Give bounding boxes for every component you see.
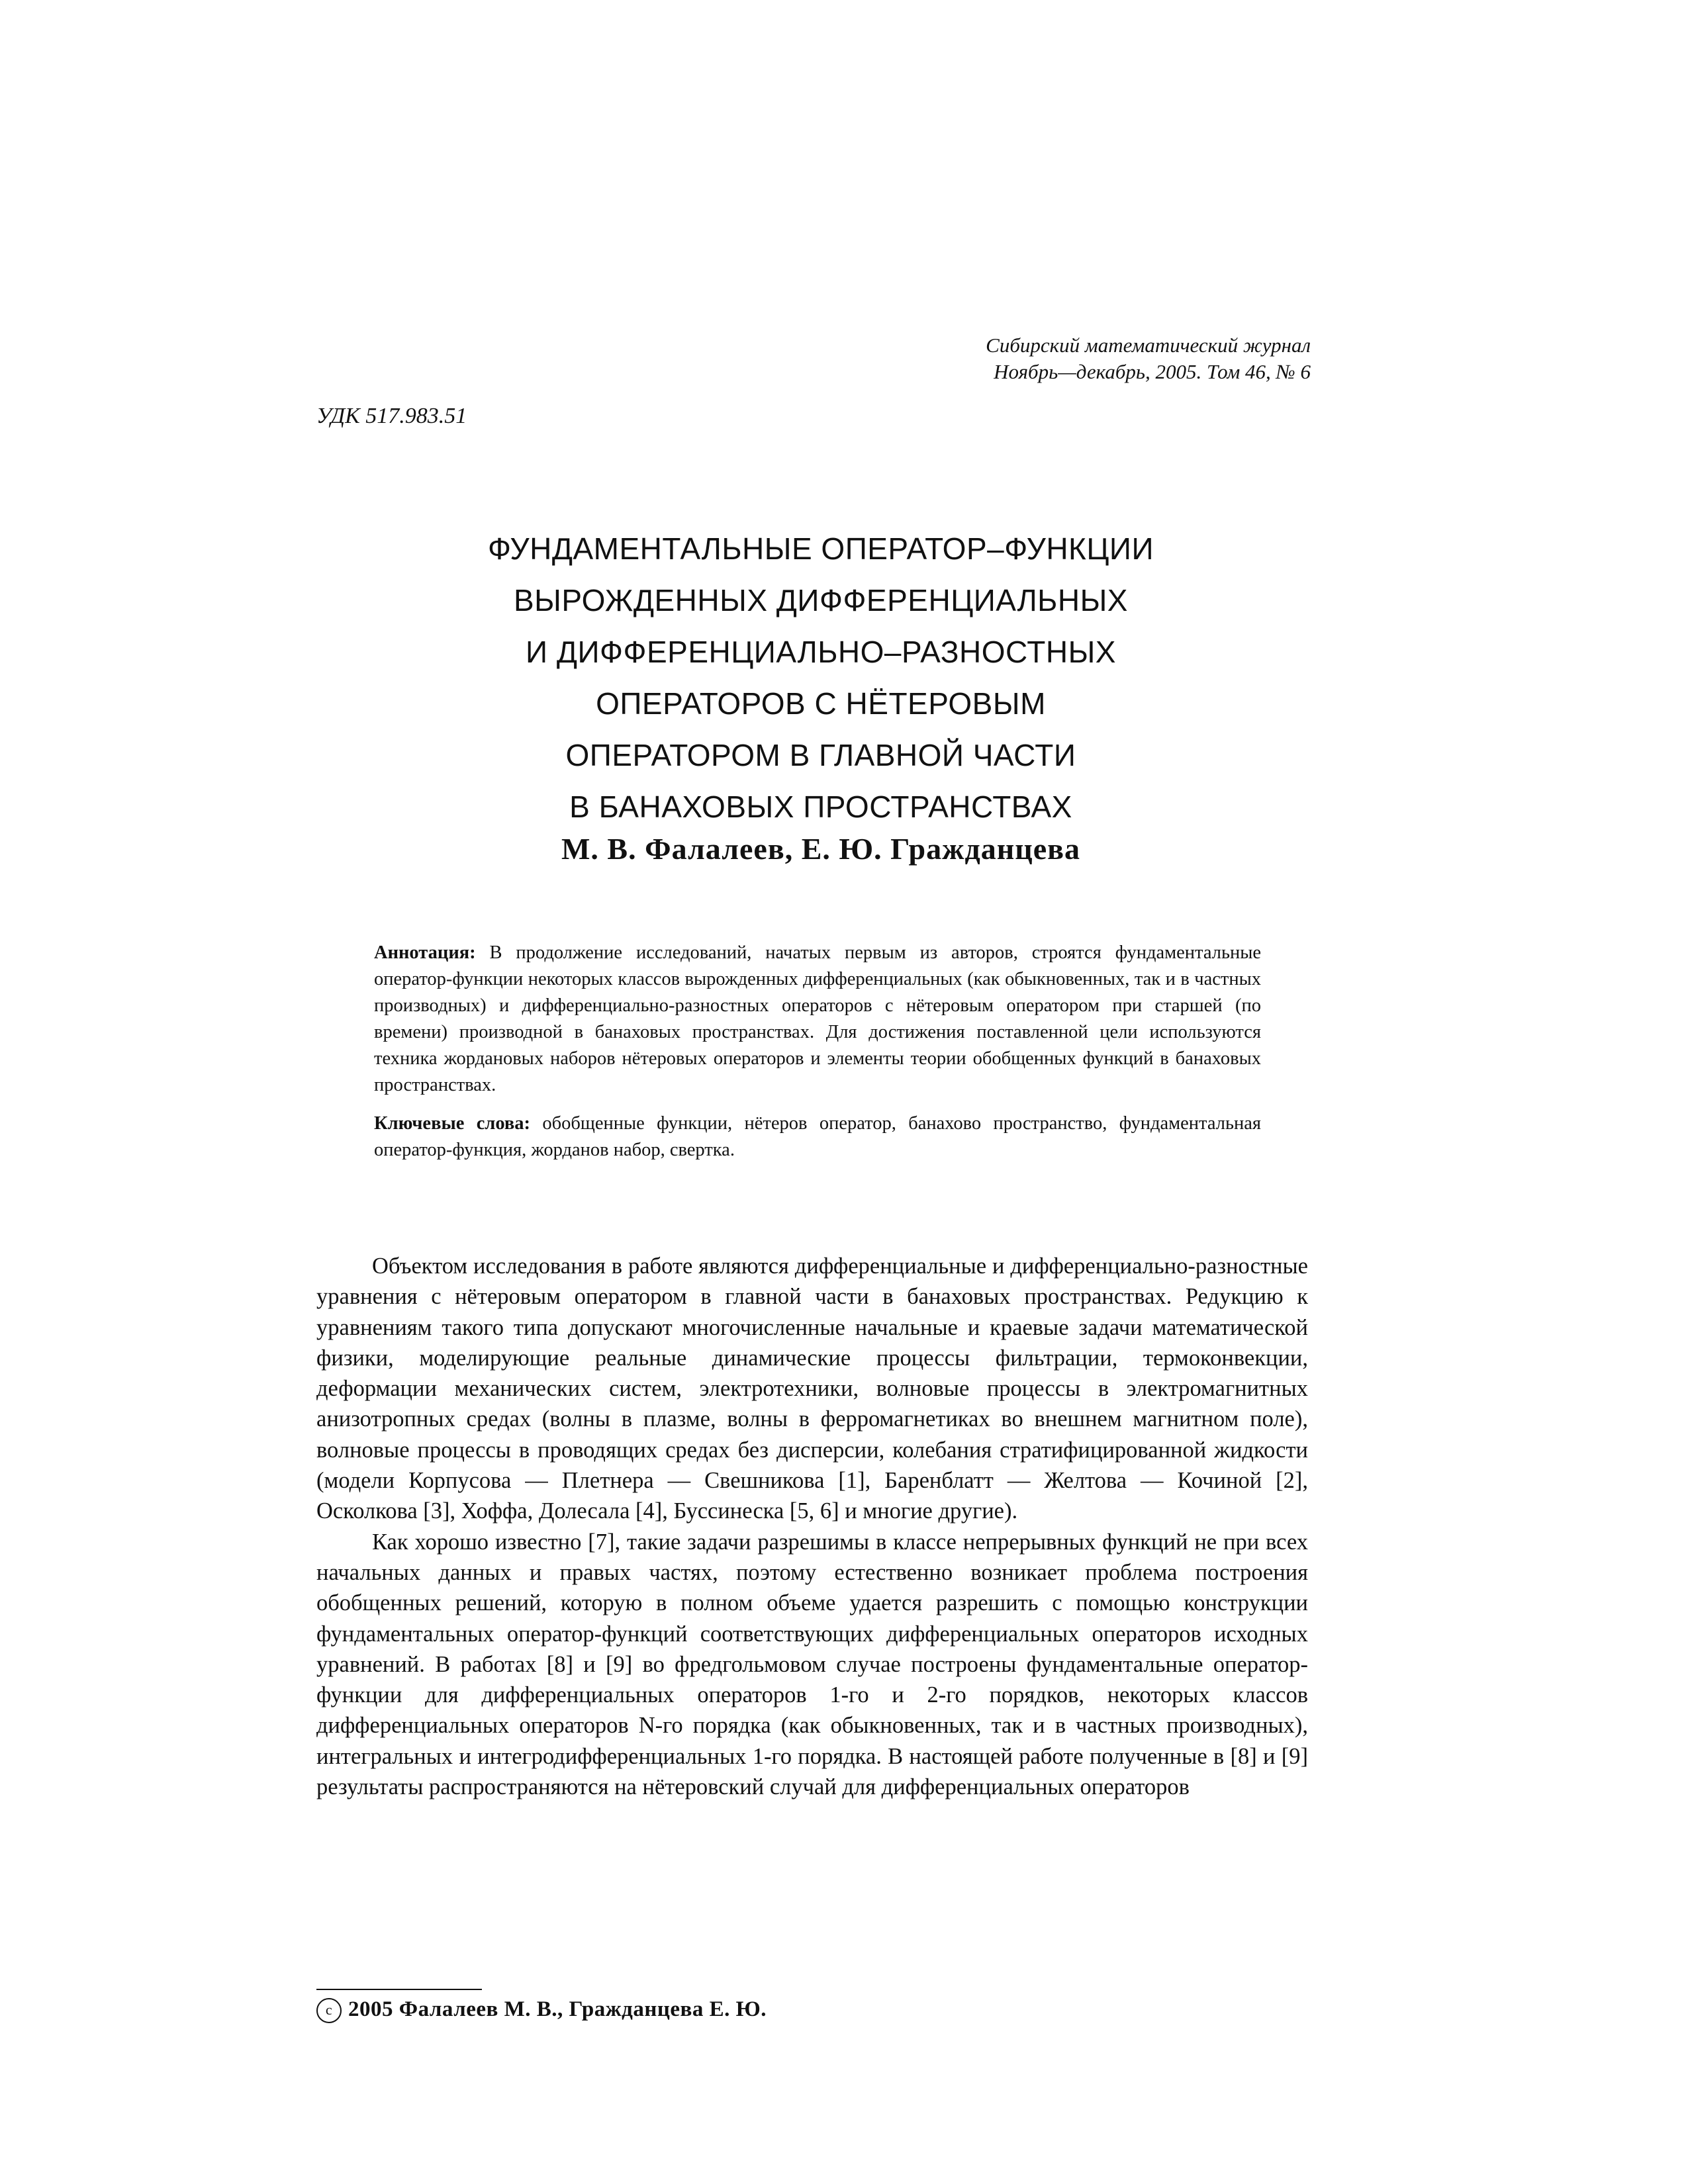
keywords-label: Ключевые слова: [374,1113,531,1134]
title-line: ОПЕРАТОРОВ С НЁТЕРОВЫМ [596,686,1046,721]
footnote-rule [316,1989,482,1990]
journal-issue: Ноябрь—декабрь, 2005. Том 46, № 6 [994,360,1311,383]
copyright-icon: c [316,1998,342,2023]
title-line: ОПЕРАТОРОМ В ГЛАВНОЙ ЧАСТИ [565,738,1076,772]
journal-header [986,332,1311,385]
body-text [316,1251,1308,1802]
abstract-text: В продолжение исследований, начатых первым из авторов, строятся фундаментальные оператор-функции некоторых классов вырожденных дифференциальных (как обыкновенных, так и в частных производных) и дифференциально-разностных операторов с нётеровым оператором при старшей (по времени) производной в банаховых пространствах. Для достижения поставленной цели используются техника жордановых наборов нётеровых операторов и элементы теории обобщенных функций в банаховых пространствах. [374,942,1262,1095]
udc-code: УДК 517.983.51 [316,404,467,428]
body-paragraph: Как хорошо известно [7], такие задачи разрешимы в классе непрерывных функций не при всех начальных данных и правых частях, поэтому естественно возникает проблема построения обобщенных решений, которую в полном объеме удается разрешить с помощью конструкции фундаментальных оператор-функций соответствующих дифференциальных операторов исходных уравнений. В работах [8] и [9] во фредгольмовом случае построены фундаментальные оператор-функции для дифференциальных операторов 1-го и 2-го порядков, некоторых классов дифференциальных операторов N-го порядка (как обыкновенных, так и в частных производных), интегральных и интегродифференциальных 1-го порядка. В настоящей работе полученные в [8] и [9] результаты распространяются на нётеровский случай для дифференциальных операторов [316,1529,1308,1800]
body-paragraph: Объектом исследования в работе являются дифференциальные и дифференциально-разностные уравнения с нётеровым оператором в главной части в банаховых пространствах. Редукцию к уравнениям такого типа допускают многочисленные начальные и краевые задачи математической физики, моделирующие реальные динамические процессы фильтрации, термоконвекции, деформации механических систем, электротехники, волновые процессы в электромагнитных анизотропных средах (волны в плазме, волны в ферромагнетиках во внешнем магнитном поле), волновые процессы в проводящих средах без дисперсии, колебания стратифицированной жидкости (модели Корпусова — Плетнера — Свешникова [1], Баренблатт — Желтова — Кочиной [2], Осколкова [3], Хоффа, Долесала [4], Буссинеска [5, 6] и многие другие). [316,1253,1308,1524]
copyright-notice [316,1997,767,2023]
copyright-text: 2005 Фалалеев М. В., Гражданцева Е. Ю. [348,1997,767,2021]
title-line: В БАНАХОВЫХ ПРОСТРАНСТВАХ [569,790,1072,824]
title-line: ФУНДАМЕНТАЛЬНЫЕ ОПЕРАТОР–ФУНКЦИИ [487,531,1154,566]
keywords-text: обобщенные функции, нётеров оператор, банахово пространство, фундаментальная оператор-функция, жорданов набор, свертка. [374,1113,1261,1160]
abstract-label: Аннотация: [374,942,476,963]
paper-title [318,523,1324,833]
title-line: ВЫРОЖДЕННЫХ ДИФФЕРЕНЦИАЛЬНЫХ [514,583,1128,617]
authors: М. В. Фалалеев, Е. Ю. Гражданцева [561,832,1081,866]
abstract [374,940,1261,1099]
abstract-block [374,940,1261,1175]
title-line: И ДИФФЕРЕНЦИАЛЬНО–РАЗНОСТНЫХ [526,635,1116,669]
keywords [374,1111,1261,1163]
journal-name: Сибирский математический журнал [986,334,1311,357]
